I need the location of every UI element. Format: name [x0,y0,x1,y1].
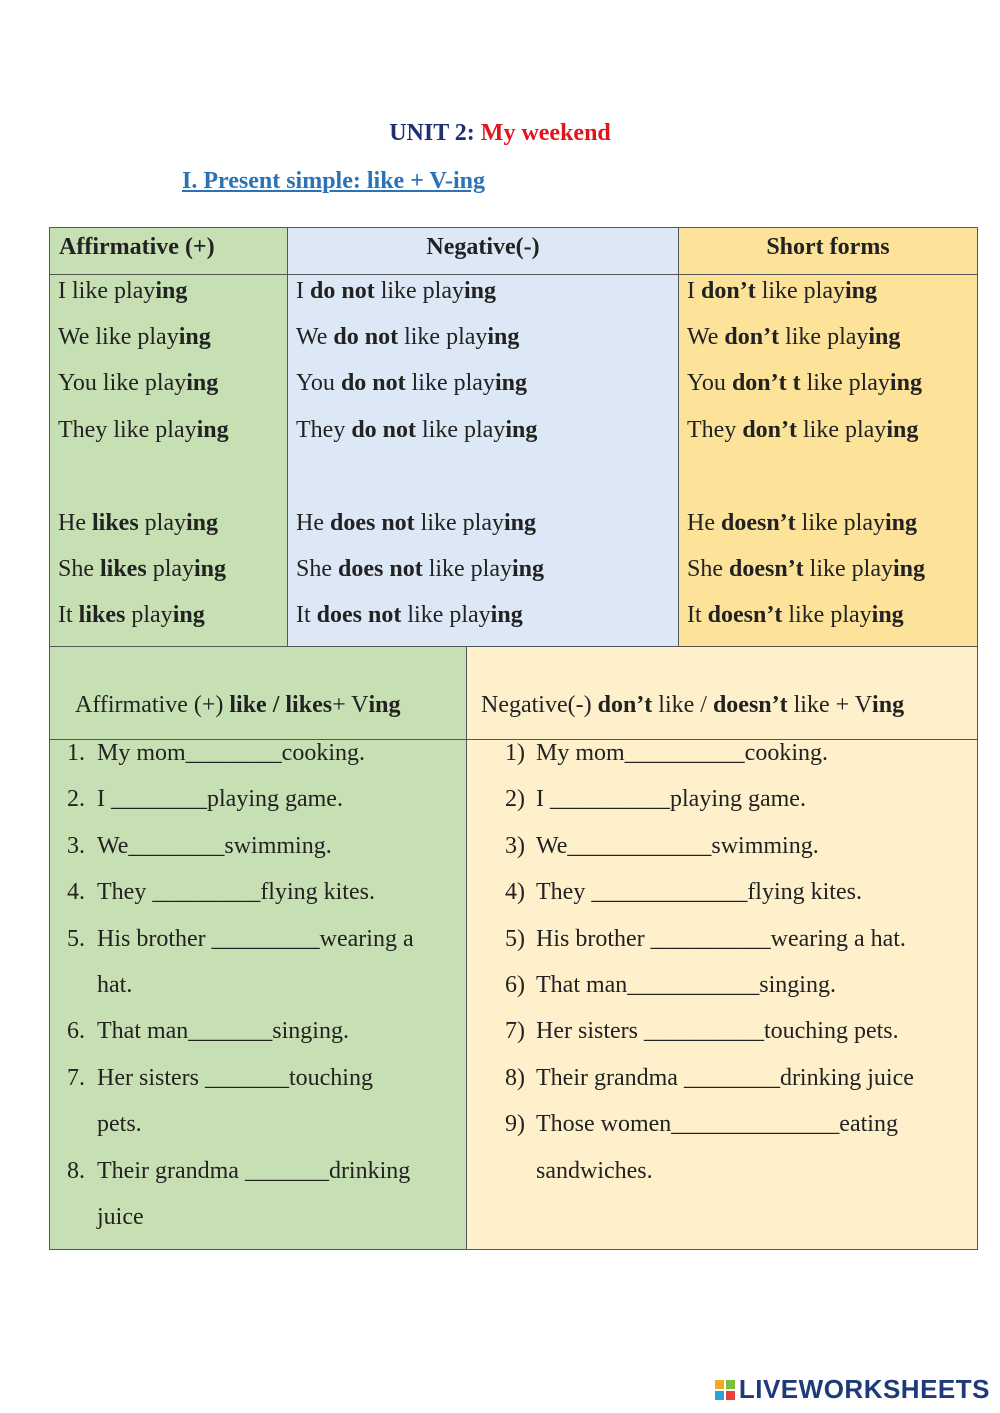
negative-exercise-item-number: 2) [505,786,525,813]
short-form-row: We don’t like playing [687,324,901,350]
affirmative-exercise-item-number: 1. [67,740,85,766]
negative-exercise-item-number: 6) [505,972,525,998]
negative-exercise-item-number: 3) [505,832,525,859]
logo-icon [715,1380,735,1400]
affirmative-exercise-item-text: Their grandma _______drinking [97,1157,411,1184]
negative-exercise-item-number: 1) [505,740,525,766]
negative-row: We do not like playing [296,324,520,350]
negative-exercise-item-text: They _____________flying kites. [536,879,862,906]
affirmative-exercise-item-number: 8. [67,1157,85,1184]
section-heading: I. Present simple: like + V-ing [182,168,485,194]
negative-row: You do not like playing [296,370,527,396]
affirmative-row: He likes playing [58,510,219,536]
short-form-row: You don’t t like playing [687,370,922,396]
affirmative-exercise-item-text: We________swimming. [97,832,332,859]
affirmative-row: I like playing [58,278,188,304]
negative-exercise-item-text: That man___________singing. [536,972,836,998]
short-form-row: I don’t like playing [687,278,878,304]
negative-exercise-item-number: 8) [505,1064,525,1091]
negative-header: Negative(-) [426,234,540,260]
unit-topic: My weekend [480,120,611,146]
affirmative-row: We like playing [58,324,211,350]
header-divider [49,274,978,275]
affirmative-exercise-item-text: I ________playing game. [97,786,343,813]
negative-row: I do not like playing [296,278,497,304]
negative-exercise-item-text: Her sisters __________touching pets. [536,1018,899,1045]
affirmative-exercise-item-number: 7. [67,1064,85,1091]
negative-exercise-item-number: 7) [505,1018,525,1045]
negative-exercise-item-text: sandwiches. [536,1157,653,1184]
short-form-row: They don’t like playing [687,417,919,443]
affirmative-row: She likes playing [58,556,227,582]
unit-label: UNIT 2: [389,120,475,146]
negative-exercise-item-number: 9) [505,1111,525,1138]
affirmative-exercise-item-number: 4. [67,879,85,906]
short-form-row: He doesn’t like playing [687,510,917,536]
negative-exercise-item-text: My mom__________cooking. [536,740,828,766]
affirmative-exercise-item-text: His brother _________wearing a [97,925,414,952]
affirmative-exercise-header: Affirmative (+) like / likes+ Ving [75,692,401,718]
affirmative-exercise-item-text: My mom________cooking. [97,740,365,766]
affirmative-exercise-item-text: Her sisters _______touching [97,1064,373,1091]
negative-row: It does not like playing [296,602,523,628]
affirmative-exercise-item-number: 6. [67,1018,85,1045]
liveworksheets-logo [715,1374,990,1405]
negative-exercise-item-number: 5) [505,925,525,952]
negative-exercise-item-text: His brother __________wearing a hat. [536,925,906,952]
affirmative-exercise-item-number: 2. [67,786,85,813]
affirmative-row: They like playing [58,417,229,443]
affirmative-header: Affirmative (+) [59,234,215,260]
short-forms-header: Short forms [766,234,890,260]
page-title [0,120,1000,147]
negative-row: She does not like playing [296,556,545,582]
negative-exercise-item-text: Their grandma ________drinking juice [536,1064,914,1091]
negative-row: He does not like playing [296,510,536,536]
affirmative-exercise-item-text: That man_______singing. [97,1018,349,1045]
affirmative-exercise-item-text: They _________flying kites. [97,879,375,906]
affirmative-row: You like playing [58,370,219,396]
affirmative-row: It likes playing [58,602,205,628]
negative-exercise-item-text: I __________playing game. [536,786,806,813]
affirmative-exercise-item-text: pets. [97,1111,142,1138]
short-form-row: She doesn’t like playing [687,556,925,582]
affirmative-exercise-item-text: juice [97,1204,144,1230]
affirmative-exercise-item-text: hat. [97,972,133,998]
negative-row: They do not like playing [296,417,538,443]
negative-exercise-item-text: We____________swimming. [536,832,819,859]
negative-exercise-item-number: 4) [505,879,525,906]
short-form-row: It doesn’t like playing [687,602,904,628]
affirmative-exercise-item-number: 5. [67,925,85,952]
logo-text: LIVEWORKSHEETS [738,1374,990,1404]
negative-exercise-header: Negative(-) don’t like / doesn’t like + Ving [481,692,905,718]
affirmative-exercise-item-number: 3. [67,832,85,859]
negative-exercise-item-text: Those women______________eating [536,1111,898,1138]
